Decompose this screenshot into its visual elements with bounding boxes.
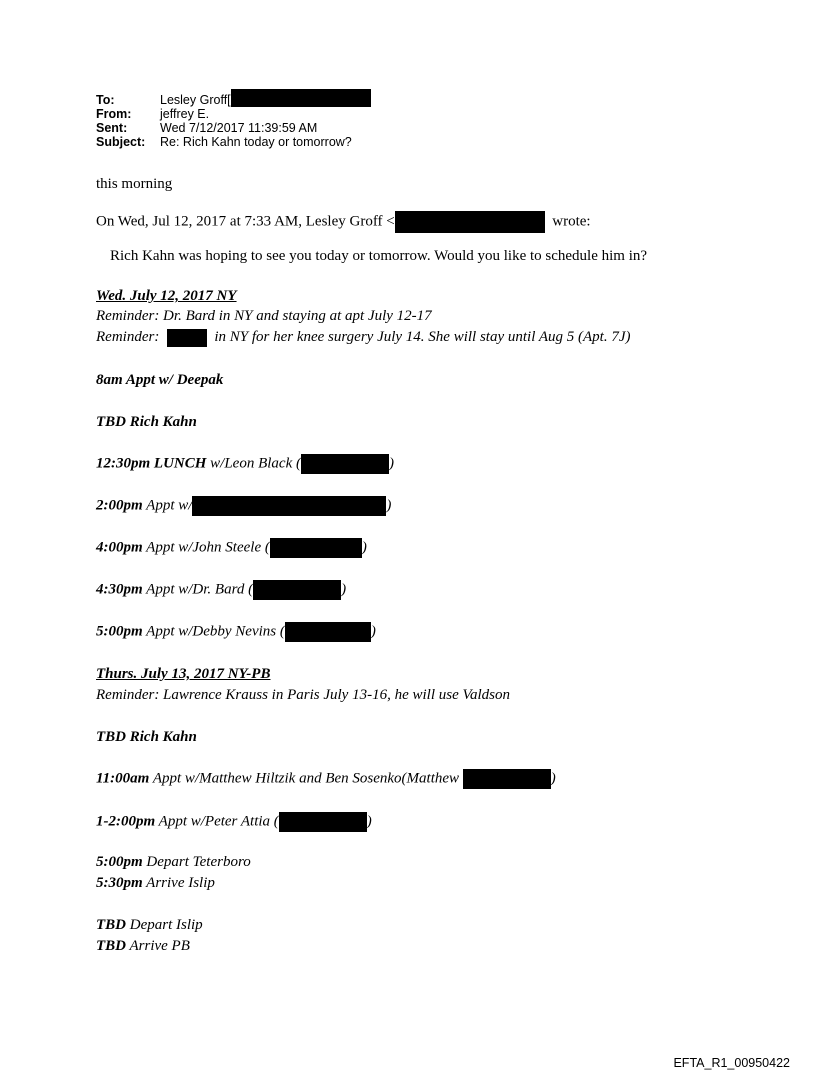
redaction — [279, 812, 367, 832]
to-value: Lesley Groff[ — [160, 93, 371, 107]
day2-heading: Thurs. July 13, 2017 NY-PB — [96, 666, 271, 682]
subject-row — [96, 135, 371, 149]
sent-label: Sent: — [96, 121, 128, 135]
day2-event-6: TBD Depart Islip — [96, 917, 203, 933]
sent-value: Wed 7/12/2017 11:39:59 AM — [160, 121, 318, 135]
day1-event-5: 4:00pm Appt w/John Steele ( ) — [96, 538, 367, 558]
from-label: From: — [96, 107, 132, 121]
redaction — [395, 211, 545, 233]
day1-event-4: 2:00pm Appt w/ ) — [96, 496, 391, 516]
redaction — [301, 454, 389, 474]
redaction — [192, 496, 386, 516]
quote-intro: On Wed, Jul 12, 2017 at 7:33 AM, Lesley Groff < wrote: — [96, 211, 591, 233]
day2-event-7: TBD Arrive PB — [96, 938, 190, 954]
day2-reminder: Reminder: Lawrence Krauss in Paris July 13-16, he will use Valdson — [96, 687, 510, 703]
day2-event-2: 11:00am Appt w/Matthew Hiltzik and Ben Sosenko(Matthew ) — [96, 769, 556, 789]
redaction — [253, 580, 341, 600]
redaction — [167, 329, 207, 347]
day1-reminder-2: Reminder: in NY for her knee surgery July 14. She will stay until Aug 5 (Apt. 7J) — [96, 329, 631, 345]
day2-event-4: 5:00pm Depart Teterboro — [96, 854, 251, 870]
reply-text: this morning — [96, 176, 173, 192]
redaction — [285, 622, 371, 642]
from-row — [96, 107, 371, 121]
day1-reminder-1: Reminder: Dr. Bard in NY and staying at apt July 12-17 — [96, 308, 432, 324]
day1-heading: Wed. July 12, 2017 NY — [96, 288, 237, 304]
day1-event-6: 4:30pm Appt w/Dr. Bard ( ) — [96, 580, 346, 600]
day2-event-5: 5:30pm Arrive Islip — [96, 875, 215, 891]
day1-event-3: 12:30pm LUNCH w/Leon Black ( ) — [96, 454, 394, 474]
document-id: EFTA_R1_00950422 — [673, 1056, 790, 1070]
to-row — [96, 93, 371, 107]
day1-event-2: TBD Rich Kahn — [96, 414, 197, 430]
subject-label: Subject: — [96, 135, 146, 149]
subject-value: Re: Rich Kahn today or tomorrow? — [160, 135, 352, 149]
day2-event-3: 1-2:00pm Appt w/Peter Attia ( ) — [96, 812, 372, 832]
redaction — [231, 89, 371, 107]
from-value: jeffrey E. — [160, 107, 210, 121]
day1-event-7: 5:00pm Appt w/Debby Nevins ( ) — [96, 622, 376, 642]
redaction — [463, 769, 551, 789]
quoted-message: Rich Kahn was hoping to see you today or tomorrow. Would you like to schedule him in? — [110, 248, 648, 264]
sent-row — [96, 121, 371, 135]
to-label: To: — [96, 93, 115, 107]
day2-event-1: TBD Rich Kahn — [96, 729, 197, 745]
day1-event-1: 8am Appt w/ Deepak — [96, 372, 224, 388]
redaction — [270, 538, 362, 558]
email-header — [96, 93, 371, 149]
